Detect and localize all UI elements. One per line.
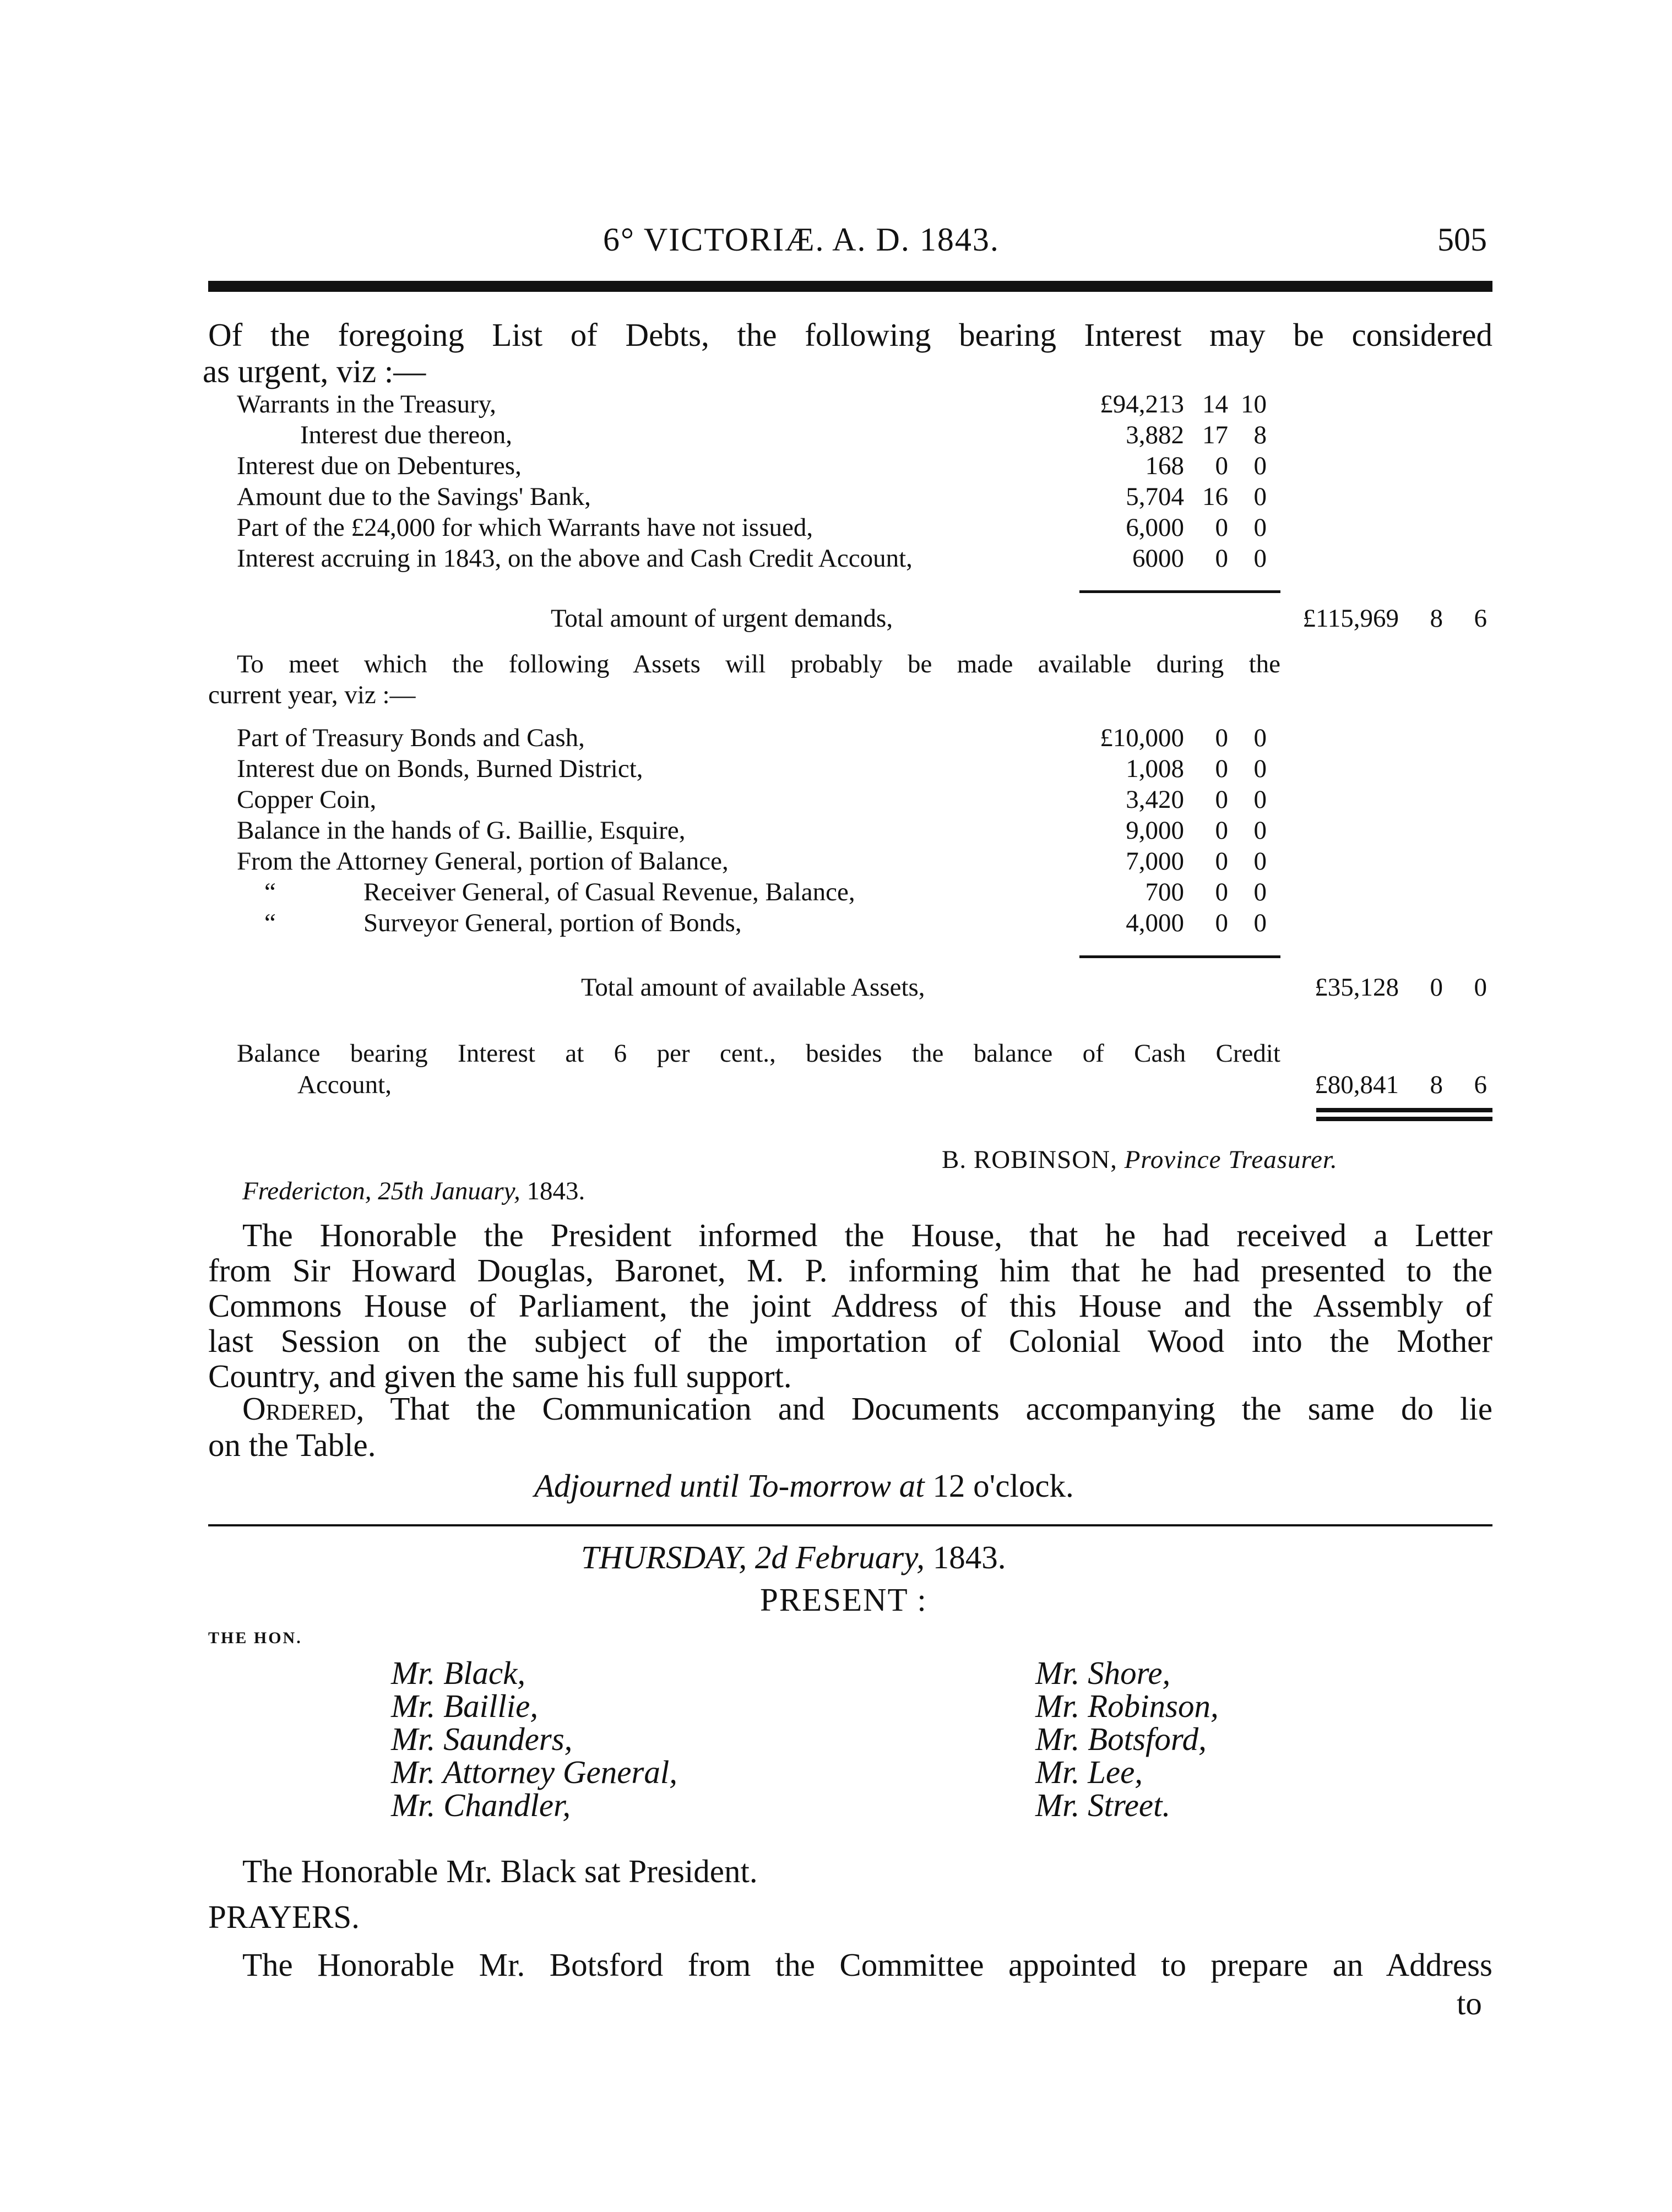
ordered-line-2: on the Table. xyxy=(208,1427,376,1463)
asset-item-label: Part of Treasury Bonds and Cash, xyxy=(237,724,585,752)
member-name: Mr. Shore, xyxy=(1035,1655,1171,1691)
asset-item-pence: 0 xyxy=(1253,724,1267,752)
balance-double-rule-top xyxy=(1316,1108,1492,1112)
catchword: to xyxy=(1457,1985,1482,2021)
asset-item-pence: 0 xyxy=(1253,754,1267,783)
assets-subtotal-rule xyxy=(1079,955,1280,958)
balance-pounds: £80,841 xyxy=(1315,1070,1399,1099)
asset-item-shillings: 0 xyxy=(1215,754,1228,783)
section-divider xyxy=(208,1524,1492,1526)
asset-item-pounds: 3,420 xyxy=(1126,785,1184,814)
dateline-place: Fredericton, 25th January, xyxy=(242,1177,520,1205)
assets-total-label: Total amount of available Assets, xyxy=(581,973,925,1002)
asset-item-label: Balance in the hands of G. Baillie, Esquire, xyxy=(237,816,686,845)
urgent-item-label: Interest due on Debentures, xyxy=(237,452,522,480)
balance-line-1: Balance bearing Interest at 6 per cent., besides the balance of Cash Credit xyxy=(237,1039,1280,1068)
assets-total-pence: 0 xyxy=(1474,973,1487,1002)
page-number: 505 xyxy=(1437,221,1487,258)
urgent-item-pounds: 5,704 xyxy=(1126,482,1184,511)
adjourned-line xyxy=(534,1468,1074,1504)
ditto-mark: “ xyxy=(264,909,276,937)
member-name: Mr. Street. xyxy=(1035,1787,1171,1823)
asset-item-pence: 0 xyxy=(1253,847,1267,876)
signature-name: B. ROBINSON, xyxy=(942,1145,1117,1174)
asset-item-shillings: 0 xyxy=(1215,909,1228,937)
asset-item-label: Receiver General, of Casual Revenue, Balance, xyxy=(363,878,855,906)
urgent-item-label: Interest accruing in 1843, on the above and Cash Credit Account, xyxy=(237,544,913,573)
asset-item-shillings: 0 xyxy=(1215,847,1228,876)
signature xyxy=(942,1144,1338,1175)
urgent-item-shillings: 0 xyxy=(1215,452,1228,480)
assets-total-pounds: £35,128 xyxy=(1315,973,1399,1002)
paragraph-line: Commons House of Parliament, the joint Address of this House and the Assembly of xyxy=(208,1287,1492,1324)
member-name: Mr. Botsford, xyxy=(1035,1721,1207,1757)
adjourned-text: Adjourned until To-morrow at xyxy=(534,1468,925,1504)
asset-item-pence: 0 xyxy=(1253,785,1267,814)
urgent-item-pounds: £94,213 xyxy=(1100,390,1184,419)
balance-double-rule-bottom xyxy=(1316,1117,1492,1121)
ditto-mark: “ xyxy=(264,878,276,906)
urgent-item-label: Warrants in the Treasury, xyxy=(237,390,496,419)
session-year: 1843. xyxy=(932,1539,1006,1575)
member-name: Mr. Robinson, xyxy=(1035,1688,1219,1724)
urgent-item-shillings: 14 xyxy=(1202,390,1228,419)
urgent-total-label: Total amount of urgent demands, xyxy=(551,604,893,633)
header-rule xyxy=(208,281,1492,292)
running-head: 6° VICTORIÆ. A. D. 1843. xyxy=(603,221,1000,258)
intro-line-1: Of the foregoing List of Debts, the following bearing Interest may be considered xyxy=(208,317,1492,353)
asset-item-label: Interest due on Bonds, Burned District, xyxy=(237,754,643,783)
urgent-item-pence: 10 xyxy=(1241,390,1267,419)
signature-title: Province Treasurer. xyxy=(1124,1145,1338,1174)
paragraph-line: Country, and given the same his full support. xyxy=(208,1358,792,1394)
member-name: Mr. Black, xyxy=(391,1655,526,1691)
balance-line-2: Account, xyxy=(297,1070,392,1099)
urgent-item-pence: 0 xyxy=(1253,544,1267,573)
president-line: The Honorable Mr. Black sat President. xyxy=(242,1853,758,1889)
member-name: Mr. Baillie, xyxy=(391,1688,539,1724)
paragraph-line: from Sir Howard Douglas, Baronet, M. P. informing him that he had presented to the xyxy=(208,1252,1492,1289)
asset-item-shillings: 0 xyxy=(1215,816,1228,845)
asset-item-pence: 0 xyxy=(1253,816,1267,845)
present-heading: PRESENT : xyxy=(760,1581,927,1618)
balance-pence: 6 xyxy=(1474,1070,1487,1099)
ordered-text: That the Communication and Documents accompanying the same do lie xyxy=(390,1390,1493,1427)
urgent-item-pence: 0 xyxy=(1253,482,1267,511)
urgent-item-shillings: 16 xyxy=(1202,482,1228,511)
urgent-item-shillings: 17 xyxy=(1202,421,1228,449)
urgent-item-label: Amount due to the Savings' Bank, xyxy=(237,482,591,511)
urgent-subtotal-rule xyxy=(1079,590,1280,593)
urgent-item-label: Interest due thereon, xyxy=(300,421,512,449)
urgent-item-pence: 0 xyxy=(1253,513,1267,542)
asset-item-label: Copper Coin, xyxy=(237,785,377,814)
asset-item-pounds: 700 xyxy=(1145,878,1184,906)
ordered-line-1 xyxy=(242,1390,1492,1427)
balance-shillings: 8 xyxy=(1430,1070,1443,1099)
intro-line-2: as urgent, viz :— xyxy=(203,353,426,389)
urgent-item-pence: 0 xyxy=(1253,452,1267,480)
member-name: Mr. Attorney General, xyxy=(391,1754,677,1790)
closing-last-line: The Honorable Mr. Botsford from the Committee appointed to prepare an Address xyxy=(242,1947,1492,1983)
urgent-total-pence: 6 xyxy=(1474,604,1487,633)
urgent-total-pounds: £115,969 xyxy=(1302,604,1399,633)
asset-item-shillings: 0 xyxy=(1215,785,1228,814)
urgent-item-pence: 8 xyxy=(1253,421,1267,449)
session-date-text: 2d February, xyxy=(754,1539,925,1575)
adjourned-time-number: 12 o'clock. xyxy=(932,1468,1074,1504)
asset-item-pence: 0 xyxy=(1253,878,1267,906)
asset-item-pounds: 7,000 xyxy=(1126,847,1184,876)
urgent-item-pounds: 6000 xyxy=(1132,544,1184,573)
asset-item-pence: 0 xyxy=(1253,909,1267,937)
dateline-year: 1843. xyxy=(526,1177,585,1205)
asset-item-shillings: 0 xyxy=(1215,724,1228,752)
urgent-item-pounds: 6,000 xyxy=(1126,513,1184,542)
asset-item-pounds: 4,000 xyxy=(1126,909,1184,937)
urgent-item-label: Part of the £24,000 for which Warrants have not issued, xyxy=(237,513,813,542)
session-day: THURSDAY, xyxy=(581,1539,747,1575)
asset-item-pounds: £10,000 xyxy=(1100,724,1184,752)
urgent-item-shillings: 0 xyxy=(1215,544,1228,573)
urgent-item-shillings: 0 xyxy=(1215,513,1228,542)
asset-item-label: Surveyor General, portion of Bonds, xyxy=(363,909,742,937)
urgent-total-shillings: 8 xyxy=(1430,604,1443,633)
assets-total-shillings: 0 xyxy=(1430,973,1443,1002)
asset-item-pounds: 1,008 xyxy=(1126,754,1184,783)
asset-item-label: From the Attorney General, portion of Balance, xyxy=(237,847,729,876)
ordered-keyword: Ordered, xyxy=(242,1390,365,1427)
assets-intro-line-2: current year, viz :— xyxy=(208,681,416,709)
asset-item-pounds: 9,000 xyxy=(1126,816,1184,845)
asset-item-shillings: 0 xyxy=(1215,878,1228,906)
assets-intro-line-1: To meet which the following Assets will probably be made available during the xyxy=(237,650,1280,678)
paragraph-line: The Honorable the President informed the House, that he had received a Letter xyxy=(242,1217,1492,1253)
urgent-item-pounds: 168 xyxy=(1145,452,1184,480)
member-name: Mr. Chandler, xyxy=(391,1787,571,1823)
member-name: Mr. Lee, xyxy=(1035,1754,1143,1790)
paragraph-line: last Session on the subject of the importation of Colonial Wood into the Mother xyxy=(208,1323,1492,1359)
prayers-heading: PRAYERS. xyxy=(208,1899,360,1935)
the-hon-label: THE HON. xyxy=(208,1629,302,1647)
session-date xyxy=(581,1539,1006,1575)
member-name: Mr. Saunders, xyxy=(391,1721,573,1757)
dateline xyxy=(242,1176,585,1206)
urgent-item-pounds: 3,882 xyxy=(1126,421,1184,449)
